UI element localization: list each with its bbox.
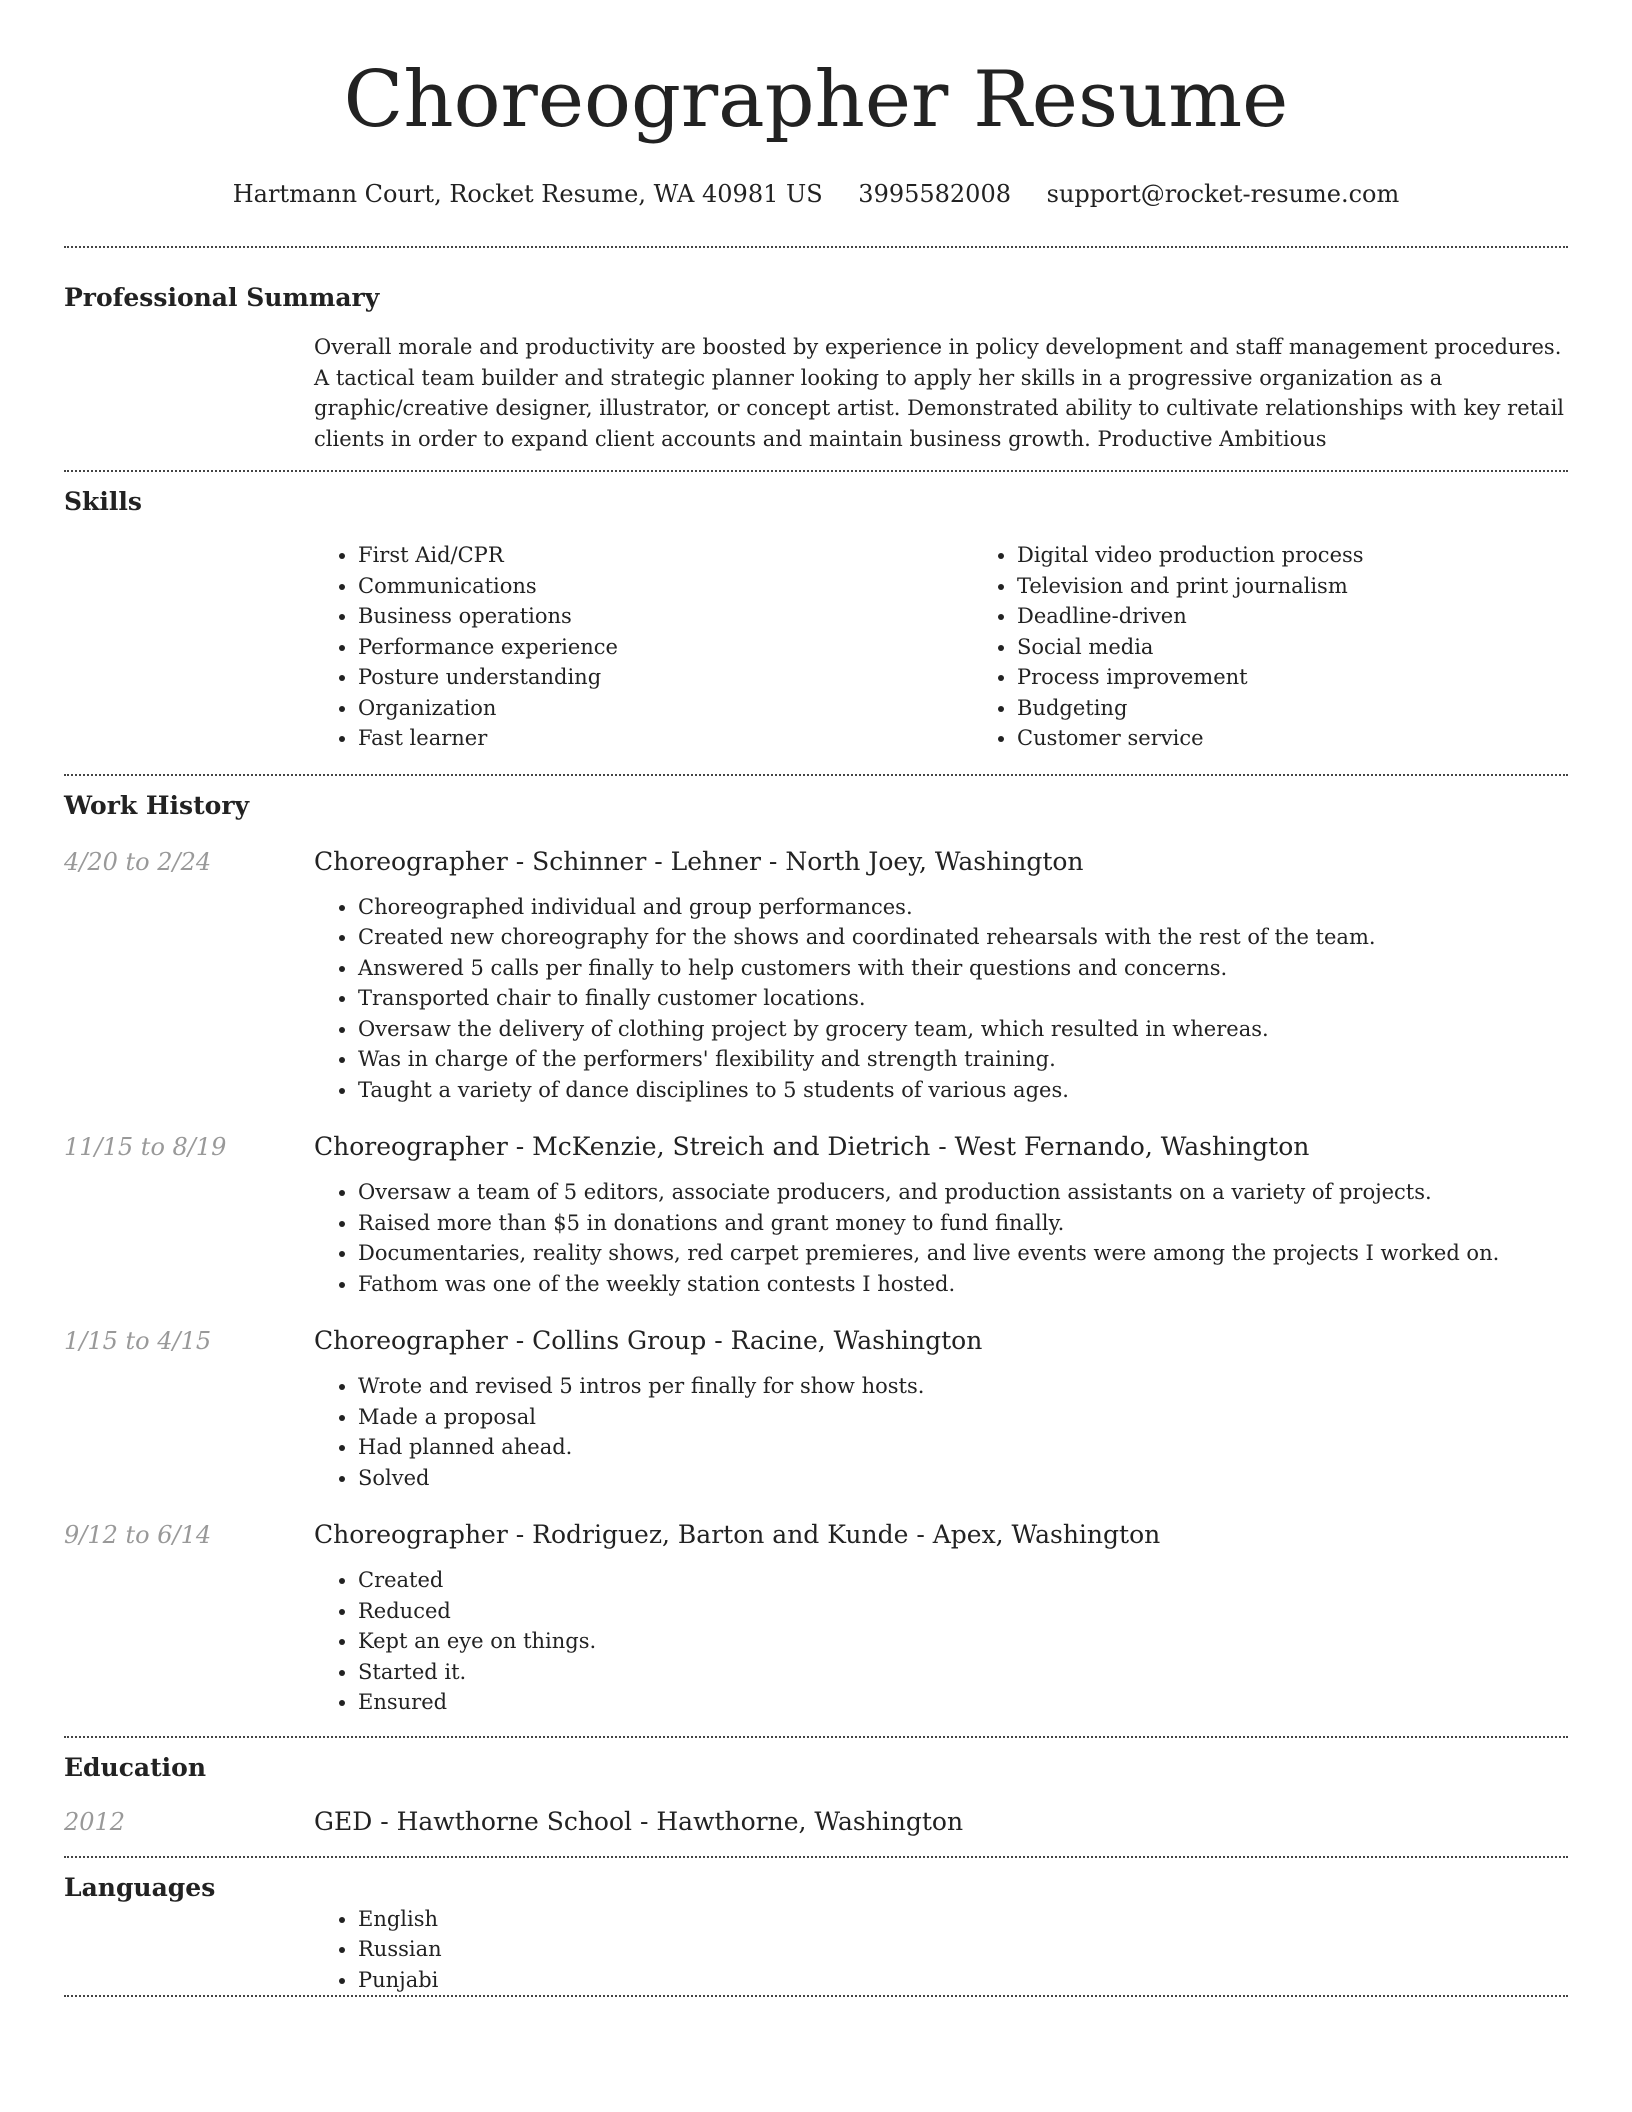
languages-row (64, 1904, 1568, 1996)
job-title: Choreographer - Collins Group - Racine, Washington (314, 1326, 983, 1355)
job-bullets (314, 1177, 1568, 1299)
skill-item: • Deadline-driven (1017, 601, 1632, 632)
languages-list (314, 1904, 1568, 1996)
job-body (314, 1325, 1568, 1493)
education-body (314, 1806, 1568, 1838)
skills-section (64, 472, 1568, 774)
job-bullet: • Reduced (358, 1596, 1568, 1627)
job-bullet: • Created (358, 1565, 1568, 1596)
job-dates: 4/20 to 2/24 (64, 847, 212, 876)
job-bullet: • Fathom was one of the weekly station contests I hosted. (358, 1269, 1568, 1300)
summary-row (64, 314, 1568, 470)
job-bullet: • Documentaries, reality shows, red carpet premieres, and live events were among the projects I worked on. (358, 1238, 1568, 1269)
section-divider (64, 1995, 1568, 1997)
job-bullet: • Oversaw the delivery of clothing project by grocery team, which resulted in whereas. (358, 1014, 1568, 1045)
job-bullet: • Choreographed individual and group performances. (358, 892, 1568, 923)
skill-item: • Fast learner (358, 723, 973, 754)
contact-email: support@rocket-resume.com (1046, 180, 1400, 208)
job-bullet: • Ensured (358, 1687, 1568, 1718)
skills-row (64, 518, 1568, 774)
skill-item: • Organization (358, 693, 973, 724)
job-header-row (64, 1325, 1568, 1493)
job-entry (64, 846, 1568, 1106)
education-year: 2012 (64, 1807, 126, 1836)
job-body (314, 1131, 1568, 1299)
job-bullet: • Transported chair to finally customer locations. (358, 983, 1568, 1014)
job-bullet: • Raised more than $5 in donations and grant money to fund finally. (358, 1208, 1568, 1239)
education-section (64, 1738, 1568, 1838)
job-bullets (314, 892, 1568, 1106)
education-entry: GED - Hawthorne School - Hawthorne, Washington (314, 1806, 964, 1836)
summary-text: Overall morale and productivity are boosted by experience in policy development and staff management procedures. A tactical team builder and strategic planner looking to apply her skills in a progressive organization as a graphic/creative designer, illustrator, or concept artist. Demonstrated ability to cultivate relationships with key retail clients in order to expand client accounts and maintain business growth. Productive Ambitious (314, 335, 1565, 451)
skill-item: • Business operations (358, 601, 973, 632)
resume-title: Choreographer Resume (343, 55, 1289, 145)
skills-heading: Skills (64, 487, 142, 516)
language-item: • Punjabi (358, 1965, 1568, 1996)
job-dates: 11/15 to 8/19 (64, 1133, 227, 1161)
work-heading: Work History (64, 790, 250, 820)
skill-item: • Digital video production process (1017, 540, 1632, 571)
summary-section (64, 248, 1568, 470)
skills-list-right (973, 540, 1632, 754)
languages-section (64, 1858, 1568, 1996)
contact-address: Hartmann Court, Rocket Resume, WA 40981 US (232, 180, 823, 208)
job-entry (64, 1131, 1568, 1299)
job-bullet: • Oversaw a team of 5 editors, associate producers, and production assistants on a variety of projects. (358, 1177, 1568, 1208)
languages-spacer (64, 1904, 314, 1996)
job-title: Choreographer - Schinner - Lehner - North Joey, Washington (314, 846, 1084, 876)
language-item: • English (358, 1904, 1568, 1935)
job-bullet: • Kept an eye on things. (358, 1626, 1568, 1657)
contact-phone: 3995582008 (858, 180, 1011, 208)
skill-item: • Communications (358, 571, 973, 602)
job-title: Choreographer - McKenzie, Streich and Dietrich - West Fernando, Washington (314, 1132, 1310, 1161)
job-entry (64, 1519, 1568, 1718)
job-header-row (64, 1131, 1568, 1299)
job-bullet: • Was in charge of the performers' flexibility and strength training. (358, 1044, 1568, 1075)
job-body (314, 846, 1568, 1106)
job-bullets (314, 1371, 1568, 1493)
skill-item: • Process improvement (1017, 662, 1632, 693)
job-dates: 1/15 to 4/15 (64, 1327, 212, 1355)
skill-item: • First Aid/CPR (358, 540, 973, 571)
job-bullets (314, 1565, 1568, 1718)
job-header-row (64, 846, 1568, 1106)
languages-body (314, 1904, 1568, 1996)
education-heading: Education (64, 1752, 207, 1782)
summary-spacer (64, 314, 314, 470)
work-section (64, 776, 1568, 1736)
job-bullet: • Wrote and revised 5 intros per finally for show hosts. (358, 1371, 1568, 1402)
job-title: Choreographer - Rodriguez, Barton and Kunde - Apex, Washington (314, 1520, 1161, 1549)
job-entry (64, 1325, 1568, 1493)
job-bullet: • Taught a variety of dance disciplines to 5 students of various ages. (358, 1075, 1568, 1106)
job-bullet: • Solved (358, 1463, 1568, 1494)
skill-item: • Budgeting (1017, 693, 1632, 724)
languages-heading: Languages (64, 1872, 216, 1902)
job-header-row (64, 1519, 1568, 1718)
skills-columns (314, 540, 1632, 754)
job-body (314, 1519, 1568, 1718)
skill-item: • Performance experience (358, 632, 973, 663)
skill-item: • Posture understanding (358, 662, 973, 693)
job-bullet: • Created new choreography for the shows and coordinated rehearsals with the rest of the team. (358, 922, 1568, 953)
work-spacer (64, 1718, 1568, 1736)
job-bullet: • Answered 5 calls per finally to help customers with their questions and concerns. (358, 953, 1568, 984)
job-dates: 9/12 to 6/14 (64, 1521, 212, 1549)
skills-spacer (64, 518, 314, 774)
skill-item: • Social media (1017, 632, 1632, 663)
summary-heading: Professional Summary (64, 283, 380, 312)
language-item: • Russian (358, 1934, 1568, 1965)
skill-item: • Customer service (1017, 723, 1632, 754)
contact-line (64, 178, 1568, 210)
job-bullet: • Made a proposal (358, 1402, 1568, 1433)
summary-body (314, 314, 1568, 470)
skills-list-left (314, 540, 973, 754)
job-bullet: • Had planned ahead. (358, 1432, 1568, 1463)
education-row (64, 1806, 1568, 1838)
job-bullet: • Started it. (358, 1657, 1568, 1688)
skill-item: • Television and print journalism (1017, 571, 1632, 602)
skills-body (314, 518, 1632, 774)
